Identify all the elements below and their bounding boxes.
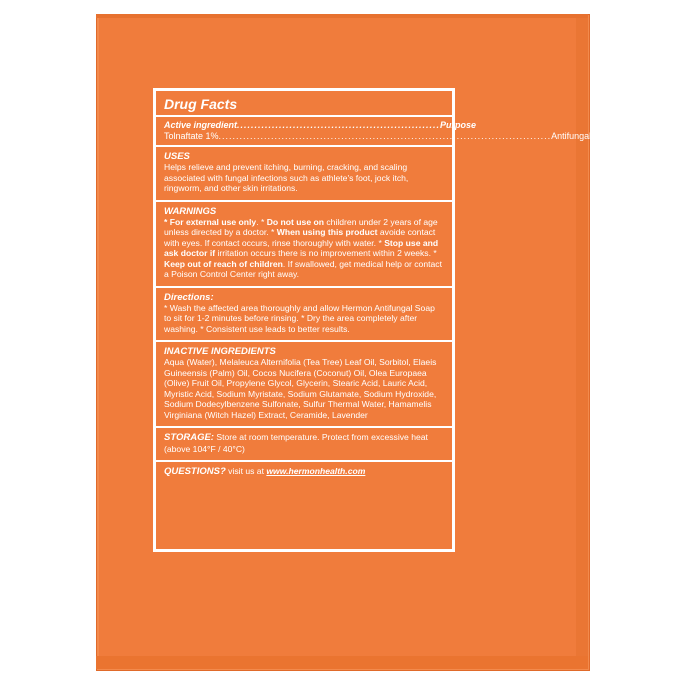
warnings-section: [164, 202, 444, 286]
dot-leader: ...............................................................................................: [218, 131, 552, 141]
storage-section: [164, 428, 444, 460]
drug-facts-title: Drug Facts: [164, 96, 238, 112]
divider: [156, 115, 452, 117]
website-link[interactable]: www.hermonhealth.com: [266, 466, 366, 476]
questions-heading: QUESTIONS?: [164, 466, 226, 477]
active-ingredient-header: [164, 120, 477, 131]
storage-body: Store at room temperature. Protect from excessive heat (above 104°F / 40°C): [164, 432, 428, 454]
uses-heading: USES: [164, 151, 190, 162]
warning-separator: . *: [256, 216, 267, 227]
warning-do-not-use-text: children under 2 years of age unless directed by a doctor. *: [164, 216, 438, 237]
directions-text: * Wash the affected area thoroughly and allow Hermon Antifungal Soap to sit for 1-2 minutes before rinsing. * Dry the area completely after washing. * Consistent use leads to better results.: [164, 302, 435, 334]
box-right-edge: [576, 18, 588, 669]
warning-keep-out-text: . If swallowed, get medical help or contact a Poison Control Center right away.: [164, 258, 442, 279]
inactive-ingredients-section: [164, 342, 444, 426]
warning-when-using: When using this product: [276, 227, 378, 237]
box-bottom-edge: [96, 656, 588, 669]
uses-section: [164, 147, 444, 200]
active-ingredient-value: Tolnaftate 1%: [164, 131, 219, 141]
box-top-edge: [96, 14, 588, 18]
warnings-heading: WARNINGS: [164, 205, 217, 217]
storage-text: [164, 432, 444, 454]
drug-facts-panel: [153, 88, 592, 552]
storage-heading: STORAGE:: [164, 432, 214, 443]
inactive-ingredients-heading: INACTIVE INGREDIENTS: [164, 346, 276, 357]
warning-stop-use-text: irritation occurs there is no improvement within 2 weeks. *: [215, 248, 437, 258]
warning-when-using-text: avoide contact with eyes. If contact occurs, rinse thoroughly with water. *: [164, 227, 436, 248]
purpose-value: Antifungal: [551, 131, 592, 141]
questions-text: [164, 466, 444, 478]
directions-heading: Directions:: [164, 291, 214, 303]
active-ingredient-row: [164, 131, 592, 142]
purpose-label: Purpose: [440, 120, 477, 130]
questions-section: [164, 462, 444, 482]
warning-stop-use: Stop use and ask doctor if: [164, 237, 439, 258]
uses-text: Helps relieve and prevent itching, burning, cracking, and scaling associated with fungal infections such as athlete's foot, jock itch, ringworm, and other skin irritations.: [164, 162, 409, 193]
dot-leader: ..........................................................: [237, 120, 441, 130]
directions-section: [164, 288, 444, 341]
warning-do-not-use: Do not use on: [266, 216, 324, 227]
warning-keep-out: Keep out of reach of children: [164, 258, 283, 269]
warning-bullet: *: [164, 216, 170, 227]
questions-body: visit us at: [225, 466, 267, 476]
warning-external-use: For external use only: [169, 216, 257, 227]
inactive-ingredients-text: Aqua (Water), Melaleuca Alternifolia (Tea Tree) Leaf Oil, Sorbitol, Elaeis Guineensis (Palm) Oil, Cocos Nucifera (Coconut) Oil, Olea Europaea (Olive) Fruit Oil, Propylene Glycol, Glycerin, Stearic Acid, Lauric Acid, Myristic Acid, Sodium Myristate, Sodium Glutamate, Sodium Hydroxide, Sodium Dodecylbenzene Sulfonate, Sulfur Thermal Water, Hamamelis Virginiana (Witch Hazel) Extract, Ceramide, Lavender: [164, 357, 437, 420]
warnings-text: [164, 217, 444, 280]
active-ingredient-label: Active ingredient: [164, 120, 238, 130]
